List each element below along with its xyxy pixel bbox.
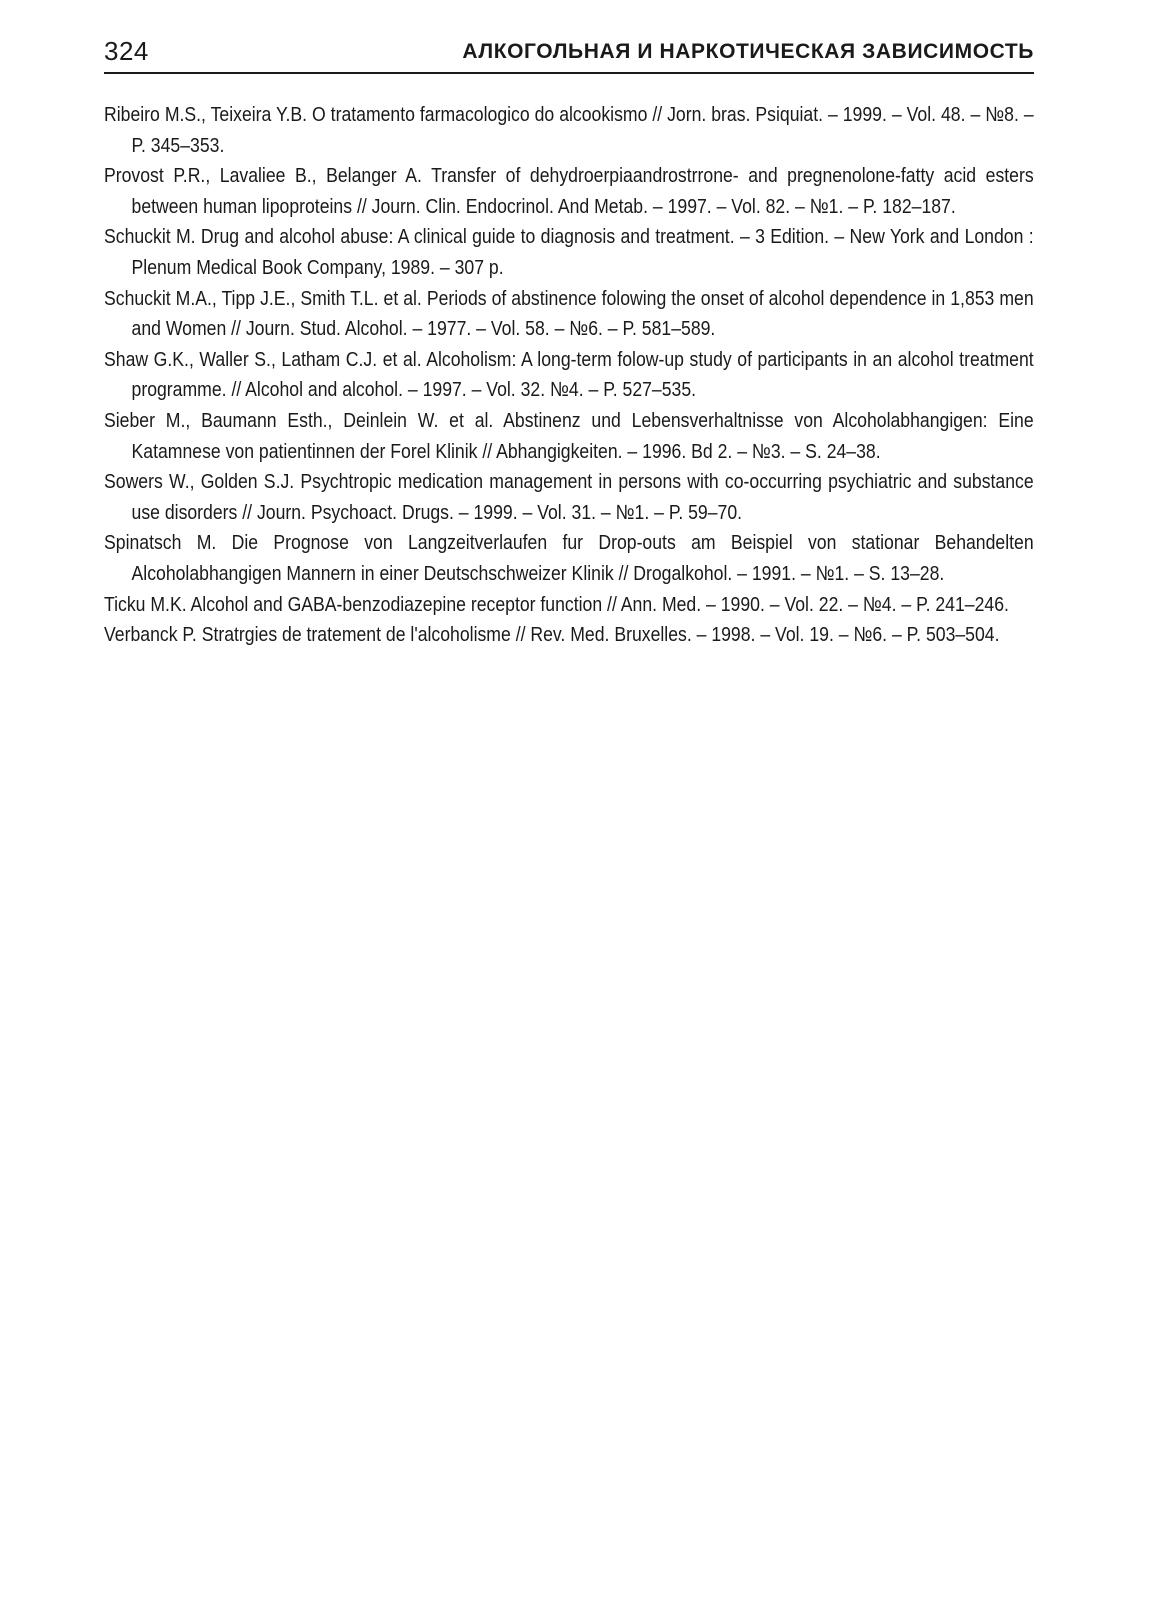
header-divider bbox=[104, 72, 1034, 74]
reference-item: Schuckit M. Drug and alcohol abuse: A clinical guide to diagnosis and treatment. – 3 Edition. – New York and London : Plenum Medical Book Company, 1989. – 307 p. bbox=[104, 225, 1034, 279]
reference-item: Sieber M., Baumann Esth., Deinlein W. et al. Abstinenz und Lebensverhaltnisse von Alcoholabhangigen: Eine Katamnese von patientinnen der Forel Klinik // Abhangigkeiten. – 1996. Bd 2. – №3. – S. 24–38. bbox=[104, 408, 1034, 463]
reference-item: Provost P.R., Lavaliee B., Belanger A. Transfer of dehydroerpiaandrostrrone- and pregnenolone-fatty acid esters between human lipoproteins // Journ. Clin. Endocrinol. And Metab. – 1997. – Vol. 82. – №1. – P. 182–187. bbox=[104, 164, 1034, 218]
reference-item: Verbanck P. Stratrgies de tratement de l'alcoholisme // Rev. Med. Bruxelles. – 1998. – Vol. 19. – №6. – P. 503–504. bbox=[104, 623, 1000, 647]
running-title: АЛКОГОЛЬНАЯ И НАРКОТИЧЕСКАЯ ЗАВИСИМОСТЬ bbox=[462, 40, 1034, 63]
reference-item: Ticku M.K. Alcohol and GABA-benzodiazepine receptor function // Ann. Med. – 1990. – Vol. 22. – №4. – P. 241–246. bbox=[104, 592, 1009, 616]
reference-item: Schuckit M.A., Tipp J.E., Smith T.L. et al. Periods of abstinence folowing the onset of alcohol dependence in 1,853 men and Women // Journ. Stud. Alcohol. – 1977. – Vol. 58. – №6. – P. 581–589. bbox=[104, 286, 1034, 341]
reference-item: Sowers W., Golden S.J. Psychtropic medication management in persons with co-occurring psychiatric and substance use disorders // Journ. Psychoact. Drugs. – 1999. – Vol. 31. – №1. – P. 59–70. bbox=[104, 470, 1034, 524]
reference-item: Ribeiro M.S., Teixeira Y.B. O tratamento farmacologico do alcookismo // Jorn. bras. Psiquiat. – 1999. – Vol. 48. – №8. – P. 345–353. bbox=[104, 103, 1034, 157]
page-header bbox=[104, 34, 1034, 70]
reference-item: Shaw G.K., Waller S., Latham C.J. et al. Alcoholism: A long-term folow-up study of participants in an alcohol treatment programme. // Alcohol and alcohol. – 1997. – Vol. 32. №4. – P. 527–535. bbox=[104, 347, 1034, 402]
reference-list bbox=[104, 100, 1034, 651]
reference-item: Spinatsch M. Die Prognose von Langzeitverlaufen fur Drop-outs am Beispiel von stationar Behandelten Alcoholabhangigen Mannern in einer Deutschschweizer Klinik // Drogalkohol. – 1991. – №1. – S. 13–28. bbox=[104, 531, 1034, 585]
page-number: 324 bbox=[104, 36, 149, 66]
